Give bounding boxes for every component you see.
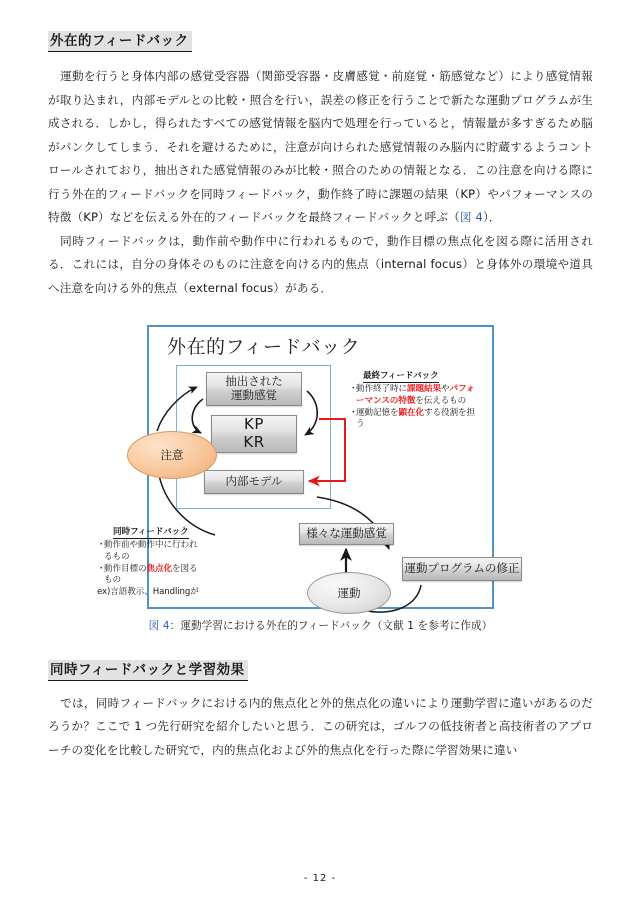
box-motor-program-correction: 運動プログラムの修正 [402,557,522,581]
section-heading-extrinsic-feedback [48,30,593,52]
annotation-simultaneous-bullet-2 [97,564,225,587]
figure-frame [97,325,520,609]
annotation-simultaneous-feedback [97,527,225,599]
annotation-final-bullet-1-text: 動作終了時に課題結果やパフォーマンスの特徴を伝えるもの [356,384,475,406]
spacer [48,301,593,325]
box-kp-kr [211,415,297,453]
box-extracted-kinesthesia-label: 抽出された 運動感覚 [225,373,283,402]
spacer [48,681,593,692]
ellipse-attention: 注意 [127,431,217,479]
bullet-dot: ・ [97,563,106,574]
figure-4-container [48,325,593,633]
bullet-dot: ・ [97,540,106,551]
bullet-dot: ・ [349,384,358,395]
annotation-simultaneous-bullet-1 [97,540,225,563]
figure-caption [48,618,593,633]
ellipse-movement: 運動 [307,572,391,614]
annotation-simultaneous-bullet-2-text: 動作目標の焦点化を図る もの [104,563,198,586]
figure-caption-ref: 図 4 [148,619,170,632]
box-internal-model: 内部モデル [204,470,304,494]
box-various-kinesthesia: 様々な運動感覚 [299,523,394,545]
section1-paragraph-1-text: 運動を行うと身体内部の感覚受容器（関節受容器・皮膚感覚・前庭覚・筋感覚など）により感覚情報が取り込まれ，内部モデルとの比較・照合を行い，誤差の修正を行うことで新たな運動プログラムが生成される．しかし，得られたすべての感覚情報を脳内で処理を行っていると，情報量が多すぎるため脳がパンクしてしまう．それを避けるために，注意が向けられた感覚情報のみ脳内に貯蔵するようコントロールされており，抽出された感覚情報のみが比較・照合のための情報となる．この注意を向ける際に行う外在的フィードバックを同時フィードバック，動作終了時に課題の結果（KP）やパフォーマンスの特徴（KP）などを伝える外在的フィードバックを最終フィードバックと [48,69,593,225]
bullet-dot: ・ [349,407,358,418]
page-number: - 12 - [303,873,337,884]
annotation-simultaneous-example: ex)言語教示、Handlingが [97,586,199,597]
section1-paragraph-1-tail-pre: 呼ぶ（ [424,210,460,225]
annotation-simultaneous-feedback-title: 同時フィードバック [113,527,189,540]
section2-paragraph-1: では，同時フィードバックにおける内的焦点化と外的焦点化の違いにより運動学習に違いがあるのだろうか？ここで 1 つ先行研究を紹介したいと思う．この研究は，ゴルフの低技術者と高技術者のアプローチの変化を比較した研究で，内的焦点化および外的焦点化を行った際に学習効果に違い [48,695,593,757]
annotation-final-feedback [349,371,475,431]
section1-paragraph-1 [48,65,593,230]
box-extracted-kinesthesia [206,372,302,406]
page-content [48,30,593,762]
figure-reference-4[interactable]: 図 4 [459,210,483,225]
annotation-final-bullet-2-text: 運動記憶を顕在化する役割を担う [356,407,475,430]
annotation-simultaneous-bullet-1-text: 動作前や動作中に行われ るもの [104,540,198,562]
spacer [48,633,593,659]
section-heading-simultaneous-feedback [48,659,593,681]
section1-paragraph-2: 同時フィードバックは，動作前や動作中に行われるもので，動作目標の焦点化を図る際に活用される．これには，自分の身体そのものに注意を向ける内的焦点（internal focus）と身体外の環境や道具へ注意を向ける外的焦点（external focus）がある． [48,233,593,295]
section2-heading-text: 同時フィードバックと学習効果 [48,660,248,681]
box-kp-kr-label: KP KR [243,414,265,451]
figure-title: 外在的フィードバック [167,335,361,358]
annotation-final-bullet-2 [349,408,475,431]
section1-paragraph-1-tail-post: ）． [482,210,501,225]
annotation-final-bullet-1 [349,384,475,407]
section1-heading-text: 外在的フィードバック [48,31,192,52]
figure-caption-text: ：運動学習における外在的フィードバック（文献 1 を参考に作成） [169,619,493,632]
annotation-final-feedback-title: 最終フィードバック [363,371,439,384]
spacer [48,52,593,65]
